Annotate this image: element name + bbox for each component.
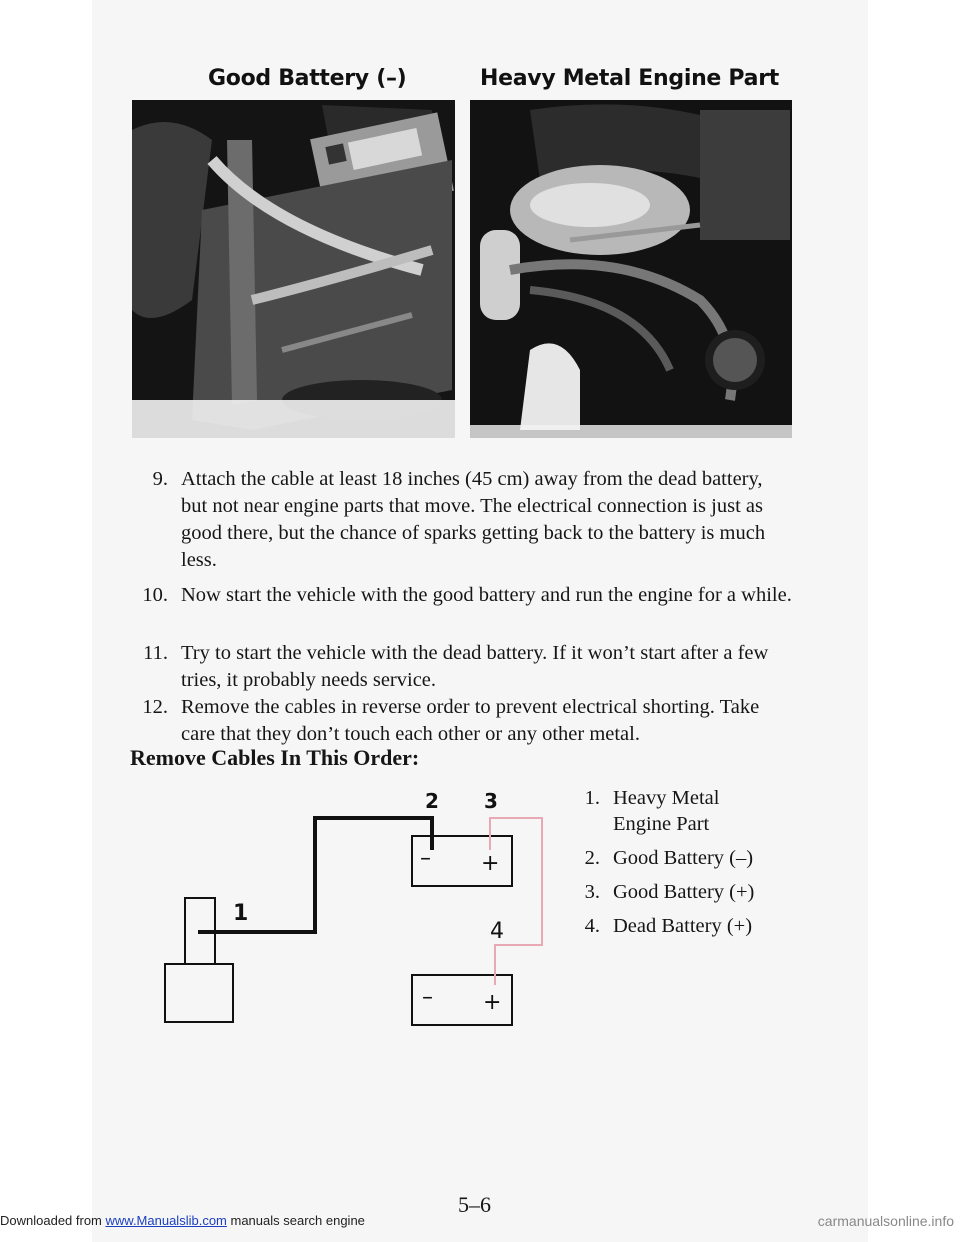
step-text: Attach the cable at least 18 inches (45 cm) away from the dead battery, but not near engine parts that move. The electrical connection is just as good there, but the chance of sparks getting back to the battery is much less. <box>181 468 766 571</box>
dead-battery-plus: + <box>483 990 502 1015</box>
step-10 <box>128 582 793 609</box>
list-number: 2. <box>584 847 600 869</box>
step-9 <box>128 466 793 574</box>
diagram-label-2: 2 <box>425 789 439 813</box>
photo-caption-engine-part: Heavy Metal Engine Part <box>480 66 779 91</box>
list-number: 3. <box>584 881 600 903</box>
watermark-site: carmanualsonline.info <box>817 1213 954 1229</box>
photo-good-battery <box>132 100 455 438</box>
step-text: Remove the cables in reverse order to prevent electrical shorting. Take care that they don’t touch each other or any other metal. <box>181 696 760 745</box>
diagram-label-4: 4 <box>490 919 504 944</box>
footer-suffix: manuals search engine <box>226 1213 365 1228</box>
step-text: Now start the vehicle with the good battery and run the engine for a while. <box>181 584 792 606</box>
list-item <box>578 879 838 905</box>
step-text: Try to start the vehicle with the dead battery. If it won’t start after a few tries, it probably needs service. <box>181 642 769 691</box>
step-number: 11. <box>143 642 168 664</box>
good-battery-plus: + <box>481 851 500 876</box>
engine-part-block <box>165 964 233 1022</box>
step-12 <box>128 694 793 748</box>
step-11 <box>128 640 793 694</box>
dead-battery-minus: – <box>422 985 433 1010</box>
step-number: 9. <box>152 468 168 490</box>
diagram-label-1: 1 <box>233 901 249 926</box>
list-text: Dead Battery (+) <box>613 915 753 937</box>
diagram-label-3: 3 <box>484 789 498 813</box>
list-text: Good Battery (+) <box>613 881 755 903</box>
removal-order-list <box>578 785 838 947</box>
remove-cables-heading: Remove Cables In This Order: <box>130 745 420 770</box>
download-footer <box>0 1213 365 1228</box>
manualslib-link[interactable]: www.Manualslib.com <box>105 1213 227 1228</box>
list-item <box>578 913 838 939</box>
page-number: 5–6 <box>458 1192 491 1217</box>
list-item <box>578 845 838 871</box>
step-number: 10. <box>142 584 168 606</box>
list-item <box>578 785 838 837</box>
positive-cable <box>490 818 542 985</box>
cable-removal-diagram <box>150 780 560 1050</box>
list-text: Heavy Metal Engine Part <box>613 787 720 835</box>
list-text: Good Battery (–) <box>613 847 754 869</box>
footer-prefix: Downloaded from <box>0 1213 106 1228</box>
step-number: 12. <box>142 696 168 718</box>
list-number: 4. <box>584 915 600 937</box>
good-battery-minus: – <box>420 846 431 871</box>
list-number: 1. <box>584 787 600 809</box>
photo-engine-part <box>470 100 792 438</box>
photo-caption-good-battery: Good Battery (–) <box>208 66 407 91</box>
